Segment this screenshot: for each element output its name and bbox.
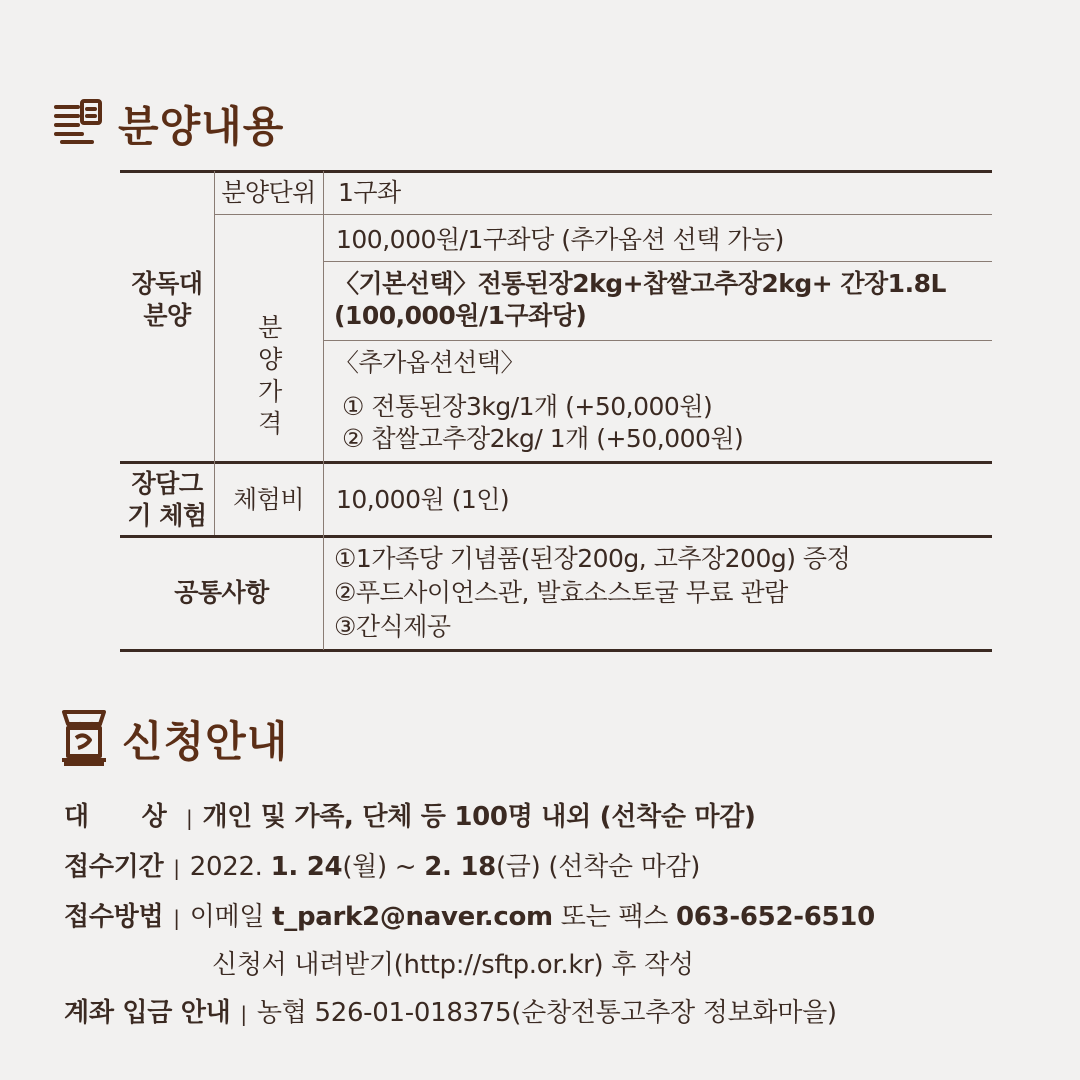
- common-item-2: ②푸드사이언스관, 발효소스토굴 무료 관람: [334, 578, 788, 607]
- account-value: 농협 526-01-018375(순창전통고추장 정보화마을): [256, 998, 837, 1028]
- row-label-experience: 장담그기 체험: [127, 469, 207, 530]
- method-fax-prefix: 또는 팩스: [560, 902, 669, 932]
- target-value: 개인 및 가족, 단체 등 100명 내외 (선착순 마감): [202, 802, 756, 832]
- period-start: 1. 24: [270, 852, 343, 882]
- section-title-apply: [60, 708, 288, 770]
- content-table: [120, 170, 992, 652]
- fax-number: 063-652-6510: [676, 902, 875, 932]
- price-label: 분양 가격: [258, 313, 282, 438]
- email-address[interactable]: t_park2@naver.com: [272, 902, 553, 932]
- method-label: 접수방법: [64, 902, 164, 932]
- common-item-1: ①1가족당 기념품(된장200g, 고추장200g) 증정: [334, 544, 851, 573]
- section-title-text: 신청안내: [122, 717, 289, 766]
- account-label: 계좌 입금 안내: [64, 998, 231, 1028]
- table-divider: [120, 461, 992, 464]
- separator: |: [240, 1002, 247, 1026]
- extra-option-title: 〈추가옵션선택〉: [334, 348, 525, 377]
- table-divider: [120, 535, 992, 538]
- shop-icon: [60, 708, 108, 770]
- row-label-common: 공통사항: [174, 578, 269, 607]
- section-title-content: [52, 94, 284, 154]
- common-item-3: ③간식제공: [334, 612, 451, 641]
- basic-option-line2: (100,000원/1구좌당): [334, 301, 587, 330]
- separator: |: [186, 806, 193, 830]
- section-title-text: 분양내용: [118, 102, 285, 151]
- period-start-day: (월) ~: [342, 852, 417, 882]
- info-method: [64, 896, 875, 933]
- info-account: [64, 992, 837, 1029]
- unit-value: 1구좌: [338, 178, 401, 207]
- basic-option-line1: 〈기본선택〉전통된장2kg+찹쌀고추장2kg+ 간장1.8L: [334, 269, 946, 298]
- period-year: 2022.: [189, 852, 263, 882]
- unit-label: 분양단위: [221, 178, 316, 207]
- table-border: [120, 649, 992, 652]
- table-divider: [323, 340, 992, 341]
- fee-label: 체험비: [233, 485, 304, 514]
- separator: |: [173, 856, 180, 880]
- method-download-line[interactable]: 신청서 내려받기(http://sftp.or.kr) 후 작성: [212, 950, 694, 980]
- period-end-day: (금) (선착순 마감): [495, 852, 701, 882]
- extra-option-2: ② 찹쌀고추장2kg/ 1개 (+50,000원): [342, 424, 744, 453]
- target-label: 대 상: [64, 802, 167, 832]
- price-line: 100,000원/1구좌당 (추가옵션 선택 가능): [336, 225, 784, 254]
- info-target: [64, 796, 756, 833]
- method-email-prefix: 이메일: [189, 902, 265, 932]
- table-divider: [214, 214, 992, 215]
- table-divider: [323, 261, 992, 262]
- info-period: [64, 846, 700, 883]
- period-end: 2. 18: [424, 852, 496, 882]
- row-label-jar: 장독대 분양: [131, 269, 203, 330]
- separator: |: [173, 906, 180, 930]
- extra-option-1: ① 전통된장3kg/1개 (+50,000원): [342, 392, 713, 421]
- table-divider: [323, 171, 324, 650]
- period-label: 접수기간: [64, 852, 164, 882]
- notes-icon: [52, 97, 104, 151]
- table-divider: [214, 171, 215, 462]
- fee-value: 10,000원 (1인): [336, 485, 510, 514]
- table-border: [120, 170, 992, 173]
